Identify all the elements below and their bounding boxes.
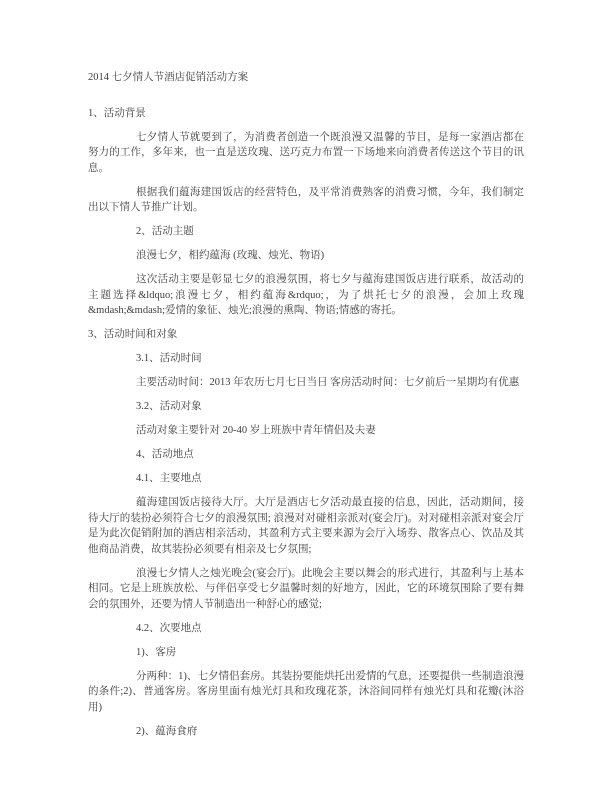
activity-time-line: 主要活动时间：2013 年农历七月七日当日 客房活动时间：七夕前后一星期均有优惠 [136, 377, 520, 388]
subsection-4-2-heading: 4.2、次要地点 [136, 622, 202, 634]
subsection-3-1-heading: 3.1、活动时间 [136, 353, 202, 364]
paragraph: 根据我们蕴海建国饭店的经营特色，及平常消费熟客的消费习惯，今年，我们制定出以下情人节推广计划。 [88, 186, 524, 213]
paragraph: 蕴海建国饭店接待大厅。大厅是酒店七夕活动最直接的信息，因此，活动期间，接待大厅的装扮必须符合七夕的浪漫氛围; 浪漫对对碰相亲派对(宴会厅)。对对碰相亲派对宴会厅是为此次促销附加的酒店相亲活动，其盈利方式主要来源为会厅入场券、散客点心、饮品及其他商品消费，故其装扮必须要有相亲及七夕氛围; [88, 497, 524, 555]
section-3-heading: 3、活动时间和对象 [88, 329, 178, 340]
section-4-heading: 4、活动地点 [136, 449, 194, 460]
document-title: 2014 七夕情人节酒店促销活动方案 [88, 72, 249, 83]
paragraph: 分两种：1)、七夕情侣套房。其装扮要能烘托出爱情的气息，还要提供一些制造浪漫的条件;2)、普通客房。客房里面有烛光灯具和玫瑰花茶，沐浴间同样有烛光灯具和花瓣(沐浴用) [88, 670, 524, 713]
paragraph: 这次活动主要是彰显七夕的浪漫氛围，将七夕与蕴海建国饭店进行联系，故活动的主题选择&ldquo;浪漫七夕，相约蕴海&rdquo;，为了烘托七夕的浪漫，会加上玫瑰&mdash;&mdash;爱情的象征、烛光;浪漫的熏陶、物语;情感的寄托。 [88, 274, 524, 316]
subsection-3-2-heading: 3.2、活动对象 [136, 401, 202, 412]
activity-target-line: 活动对象主要针对 20-40 岁上班族中青年情侣及夫妻 [136, 425, 376, 436]
section-1-heading: 1、活动背景 [88, 107, 146, 119]
paragraph: 七夕情人节就要到了，为消费者创造一个既浪漫又温馨的节目，是每一家酒店都在努力的工作，多年来，也一直是送玫瑰、送巧克力布置一下场地来向消费者传送这个节目的讯息。 [88, 131, 524, 174]
item-2-restaurant-heading: 2)、蕴海食府 [136, 725, 198, 737]
document-body [88, 106, 524, 740]
paragraph: 浪漫七夕情人之烛光晚会(宴会厅)。此晚会主要以舞会的形式进行，其盈利与上基本相同。它是上班族放松、与伴侣享受七夕温馨时刻的好地方，因此，它的环境氛围除了要有舞会的氛围外，还要为情人节制造出一种舒心的感觉; [88, 567, 524, 610]
section-2-heading: 2、活动主题 [136, 226, 194, 237]
subsection-4-1-heading: 4.1、主要地点 [136, 473, 202, 484]
theme-line: 浪漫七夕，相约蕴海 (玫瑰、烛光、物语) [136, 250, 325, 261]
item-1-guest-rooms-heading: 1)、客房 [136, 646, 177, 658]
